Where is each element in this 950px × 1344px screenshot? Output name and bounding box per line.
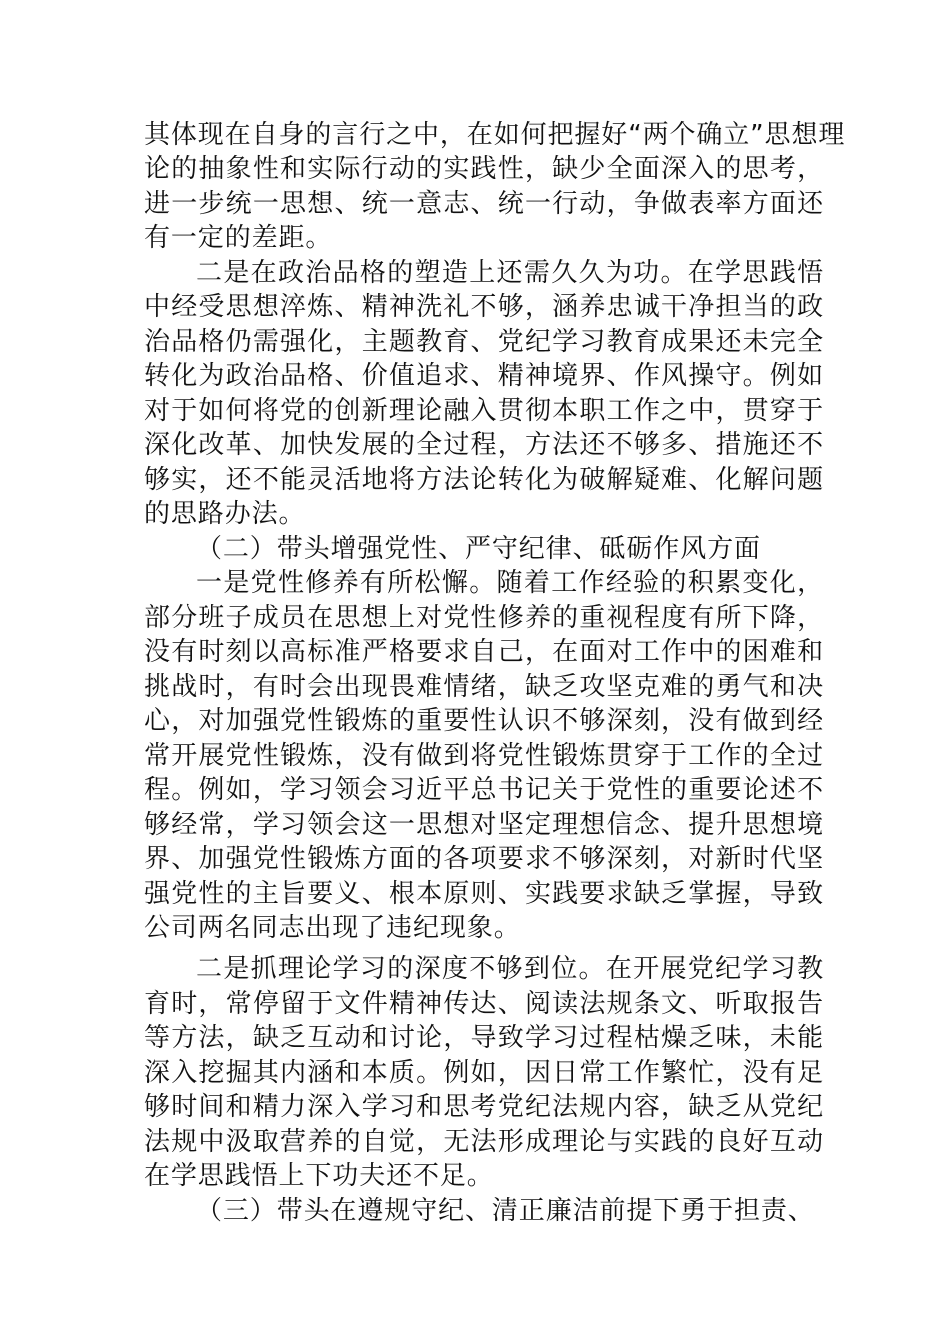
text-line: 界、加强党性锻炼方面的各项要求不够深刻，对新时代坚 — [144, 844, 824, 874]
paragraph-first-line: 一是党性修养有所松懈。随着工作经验的积累变化， — [196, 568, 824, 598]
text-line: 论的抽象性和实际行动的实践性，缺少全面深入的思考， — [144, 154, 824, 184]
paragraph-first-line: 二是在政治品格的塑造上还需久久为功。在学思践悟 — [196, 258, 824, 288]
text-line: 等方法，缺乏互动和讨论，导致学习过程枯燥乏味，未能 — [144, 1023, 824, 1053]
text-line: 深入挖掘其内涵和本质。例如，因日常工作繁忙，没有足 — [144, 1058, 824, 1088]
text-line: 强党性的主旨要义、根本原则、实践要求缺乏掌握，导致 — [144, 879, 824, 909]
text-line: 治品格仍需强化，主题教育、党纪学习教育成果还未完全 — [144, 327, 824, 357]
paragraph-first-line: 二是抓理论学习的深度不够到位。在开展党纪学习教 — [196, 954, 824, 984]
text-line: 深化改革、加快发展的全过程，方法还不够多、措施还不 — [144, 430, 824, 460]
text-line: 心，对加强党性锻炼的重要性认识不够深刻，没有做到经 — [144, 706, 824, 736]
text-line: 公司两名同志出现了违纪现象。 — [144, 913, 521, 943]
text-line: 对于如何将党的创新理论融入贯彻本职工作之中，贯穿于 — [144, 396, 824, 426]
text-line: 程。例如，学习领会习近平总书记关于党性的重要论述不 — [144, 775, 824, 805]
text-line: 部分班子成员在思想上对党性修养的重视程度有所下降， — [144, 603, 824, 633]
text-line: 中经受思想淬炼、精神洗礼不够，涵养忠诚干净担当的政 — [144, 292, 824, 322]
text-line: 育时，常停留于文件精神传达、阅读法规条文、听取报告 — [144, 989, 824, 1019]
text-line: 够经常，学习领会这一思想对坚定理想信念、提升思想境 — [144, 810, 824, 840]
text-line: 的思路办法。 — [144, 499, 306, 529]
text-line: 有一定的差距。 — [144, 223, 333, 253]
section-heading: （二）带头增强党性、严守纪律、砥砺作风方面 — [196, 534, 761, 564]
text-line: 常开展党性锻炼，没有做到将党性锻炼贯穿于工作的全过 — [144, 741, 824, 771]
text-line: 其体现在自身的言行之中，在如何把握好“两个确立”思想理 — [144, 120, 846, 150]
section-heading: （三）带头在遵规守纪、清正廉洁前提下勇于担责、 — [196, 1196, 815, 1226]
text-line: 挑战时，有时会出现畏难情绪，缺乏攻坚克难的勇气和决 — [144, 672, 824, 702]
text-line: 进一步统一思想、统一意志、统一行动，争做表率方面还 — [144, 189, 824, 219]
text-line: 够时间和精力深入学习和思考党纪法规内容，缺乏从党纪 — [144, 1092, 824, 1122]
text-line: 在学思践悟上下功夫还不足。 — [144, 1161, 494, 1191]
text-line: 法规中汲取营养的自觉，无法形成理论与实践的良好互动 — [144, 1127, 824, 1157]
text-line: 没有时刻以高标准严格要求自己，在面对工作中的困难和 — [144, 637, 824, 667]
text-line: 转化为政治品格、价值追求、精神境界、作风操守。例如 — [144, 361, 824, 391]
text-line: 够实，还不能灵活地将方法论转化为破解疑难、化解问题 — [144, 465, 824, 495]
